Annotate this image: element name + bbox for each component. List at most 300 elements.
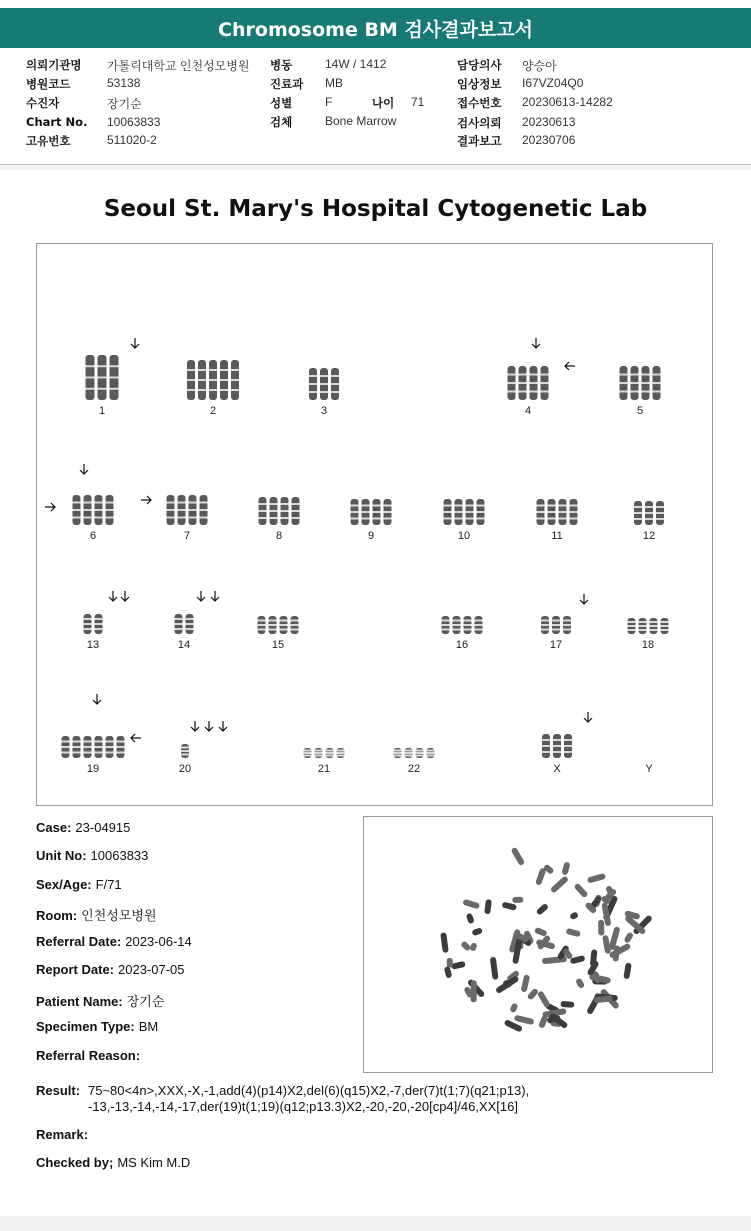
result-label: Result: <box>36 1083 81 1098</box>
chromosome-band <box>62 752 70 754</box>
chromosome-band <box>259 503 267 505</box>
chromosome-band <box>281 503 289 505</box>
chromosome-band <box>181 754 189 756</box>
chromosome-band <box>453 620 461 622</box>
chromosome-band <box>320 383 328 385</box>
specimen-type-label: Specimen Type: <box>36 1019 135 1034</box>
metaphase-chromosome <box>512 897 523 903</box>
chart-value: 10063833 <box>107 115 161 129</box>
chromosome-band <box>258 624 266 626</box>
case-label: Case: <box>36 820 72 835</box>
chromosome-band <box>304 755 312 757</box>
clinical-value: I67VZ04Q0 <box>522 76 584 90</box>
metaphase-chromosome <box>535 867 547 885</box>
specimen-value: Bone Marrow <box>325 114 397 128</box>
chromosome-band <box>62 746 70 748</box>
hospital-value: 가톨릭대학교 인천성모병원 <box>107 59 250 73</box>
chromosome-band <box>167 509 175 511</box>
chromosome-band <box>220 369 228 371</box>
receipt-value: 20230613-14282 <box>522 95 613 109</box>
abnormality-arrow-icon <box>580 594 588 604</box>
chromosome-band <box>508 382 516 384</box>
clinical-label: 임상정보 <box>457 77 502 91</box>
chromosome-band <box>628 621 636 623</box>
report-date-value: 20230706 <box>522 133 576 147</box>
chromosome-band <box>315 752 323 754</box>
chromosome-band <box>98 388 107 390</box>
room-label: Room: <box>36 908 78 923</box>
patient-label: 수진자 <box>26 96 60 110</box>
patient-name-label: Patient Name: <box>36 994 123 1009</box>
metaphase-chromosome <box>460 940 471 951</box>
chromosome-band <box>464 620 472 622</box>
metaphase-chromosome <box>451 961 466 970</box>
chromosome-band <box>181 750 189 752</box>
abnormality-arrow-icon <box>191 721 199 731</box>
chromosome-band <box>291 624 299 626</box>
chromosome-band <box>405 750 413 752</box>
chromosome-band <box>209 389 217 391</box>
chromosome-number-label: Y <box>645 763 653 775</box>
chromosome-band <box>269 624 277 626</box>
chromosome-band <box>95 746 103 748</box>
chromosome-band <box>117 741 125 743</box>
metaphase-chromosome <box>587 873 606 884</box>
metaphase-chromosome <box>623 931 634 943</box>
metaphase-chromosome <box>484 899 492 914</box>
chromosome-band <box>570 505 578 507</box>
patient-value: 장기순 <box>107 97 142 111</box>
chromosome-band <box>653 391 661 393</box>
metaphase-panel <box>363 816 713 1073</box>
hospcode-label: 병원코드 <box>26 77 71 91</box>
chromosome-band <box>442 620 450 622</box>
checked-label: Checked by; <box>36 1155 114 1170</box>
chromosome-band <box>62 741 70 743</box>
chromosome-band <box>73 752 81 754</box>
chromosome-band <box>634 518 642 520</box>
chromosome-band <box>175 618 183 620</box>
chromosome-band <box>620 374 628 376</box>
chromosome-band <box>530 374 538 376</box>
chromosome-band <box>200 517 208 519</box>
chromosome-band <box>642 382 650 384</box>
chromosome-number-label: 4 <box>524 405 532 417</box>
doctor-value: 양승아 <box>522 59 557 73</box>
chromosome-band <box>280 624 288 626</box>
chromosome-band <box>84 509 92 511</box>
chromosome-band <box>620 391 628 393</box>
chromosome-band <box>270 517 278 519</box>
chromosome-band <box>620 382 628 384</box>
chromosome-band <box>259 517 267 519</box>
referral-date-label: Referral Date: <box>36 934 122 949</box>
chromosome-band <box>444 518 452 520</box>
chromosome-band <box>530 382 538 384</box>
metaphase-chromosome <box>447 958 453 968</box>
metaphase-chromosome <box>502 902 517 911</box>
chromosome-band <box>394 755 402 757</box>
chromosome-band <box>477 505 485 507</box>
doctor-label: 담당의사 <box>457 58 502 72</box>
chromosome-band <box>258 620 266 622</box>
chromosome-number-label: 6 <box>89 530 97 542</box>
chromosome-band <box>405 755 413 757</box>
chromosome-band <box>477 518 485 520</box>
chromosome-band <box>326 752 334 754</box>
chromosome-band <box>178 502 186 504</box>
chromosome-band <box>84 618 92 620</box>
chromosome-band <box>541 624 549 626</box>
chromosome-band <box>84 752 92 754</box>
metaphase-chromosome <box>471 980 477 1002</box>
chromosome-band <box>351 518 359 520</box>
chromosome-band <box>427 750 435 752</box>
chromosome-band <box>519 374 527 376</box>
chromosome-band <box>642 374 650 376</box>
chromosome-band <box>466 518 474 520</box>
referral-date-value: 2023-06-14 <box>125 934 192 949</box>
metaphase-chromosome <box>550 875 569 893</box>
hospital-label: 의뢰기관명 <box>26 58 82 72</box>
chromosome-band <box>661 621 669 623</box>
chromosome-band <box>209 379 217 381</box>
chromosome-band <box>106 502 114 504</box>
chromosome-band <box>73 509 81 511</box>
chromosome-number-label: 1 <box>98 405 106 417</box>
chromosome-band <box>405 752 413 754</box>
remark-label: Remark: <box>36 1127 89 1142</box>
chromosome-band <box>631 382 639 384</box>
chromosome-band <box>455 518 463 520</box>
metaphase-chromosome <box>598 920 604 936</box>
chromosome-band <box>351 511 359 513</box>
unit-label: Unit No: <box>36 848 87 863</box>
karyogram-panel <box>36 243 713 806</box>
chromosome-band <box>542 745 550 747</box>
chromosome-band <box>384 511 392 513</box>
metaphase-chromosome <box>623 962 632 979</box>
chromosome-band <box>650 625 658 627</box>
chromosome-band <box>84 517 92 519</box>
chromosome-band <box>84 741 92 743</box>
chromosome-band <box>280 629 288 631</box>
chromosome-band <box>373 518 381 520</box>
chromosome-band <box>315 755 323 757</box>
chromosome-band <box>475 629 483 631</box>
abnormality-arrow-icon <box>565 362 575 370</box>
chromosome-band <box>280 620 288 622</box>
metaphase-chromosome <box>536 903 550 916</box>
chromosome-band <box>110 388 119 390</box>
abnormality-arrow-icon <box>109 591 117 601</box>
chromosome-band <box>541 374 549 376</box>
chromosome-band <box>270 503 278 505</box>
chromosome-band <box>541 620 549 622</box>
chromosome-band <box>656 518 664 520</box>
chromosome-band <box>106 741 114 743</box>
chromosome-number-label: 3 <box>320 405 328 417</box>
room-row <box>36 905 157 924</box>
chromosome-band <box>634 506 642 508</box>
chromosome-band <box>427 752 435 754</box>
chromosome-band <box>444 505 452 507</box>
chromosome-band <box>209 369 217 371</box>
chromosome-band <box>309 391 317 393</box>
chromosome-band <box>186 623 194 625</box>
chromosome-band <box>362 505 370 507</box>
chromosome-number-label: 22 <box>407 763 421 775</box>
sex-value: F <box>325 95 333 109</box>
chromosome-band <box>466 505 474 507</box>
abnormality-arrow-icon <box>197 591 205 601</box>
chromosome-band <box>189 502 197 504</box>
dept-label: 진료과 <box>270 77 304 91</box>
chromosome-band <box>231 369 239 371</box>
chromosome-band <box>559 511 567 513</box>
chromosome-band <box>552 624 560 626</box>
chromosome-band <box>645 518 653 520</box>
metaphase-chromosome <box>561 861 570 875</box>
chromosome-band <box>187 389 195 391</box>
chromosome-band <box>186 628 194 630</box>
chromosome-band <box>362 511 370 513</box>
chromosome-band <box>231 389 239 391</box>
chromosome-band <box>384 505 392 507</box>
chromosome-band <box>84 628 92 630</box>
chromosome-band <box>189 509 197 511</box>
chromosome-number-label: X <box>553 763 561 775</box>
abnormality-arrow-icon <box>131 338 139 348</box>
chromosome-band <box>110 365 119 367</box>
chromosome-band <box>653 382 661 384</box>
patient-name-value: 장기순 <box>126 994 165 1009</box>
chromosome-band <box>175 628 183 630</box>
chromosome-band <box>373 511 381 513</box>
chromosome-band <box>631 391 639 393</box>
chromosome-band <box>548 511 556 513</box>
chromosome-band <box>281 510 289 512</box>
chromosome-band <box>331 391 339 393</box>
chromosome-band <box>106 746 114 748</box>
chromosome-band <box>187 379 195 381</box>
chromosome-band <box>427 755 435 757</box>
abnormality-arrow-icon <box>584 712 592 722</box>
checked-value: MS Kim M.D <box>117 1155 191 1170</box>
chromosome-band <box>95 509 103 511</box>
chromosome-number-label: 5 <box>636 405 644 417</box>
chromosome-number-label: 17 <box>549 639 563 651</box>
chromosome-number-label: 9 <box>367 530 375 542</box>
chromosome-band <box>320 391 328 393</box>
report-date-value-2: 2023-07-05 <box>118 962 185 977</box>
chromosome-band <box>292 517 300 519</box>
chromosome-band <box>552 620 560 622</box>
chromosome-band <box>548 518 556 520</box>
chromosome-band <box>570 518 578 520</box>
chromosome-band <box>198 379 206 381</box>
metaphase-image <box>364 817 712 1072</box>
chromosome-band <box>181 747 189 749</box>
abnormality-arrow-icon <box>93 694 101 704</box>
report-title: Chromosome BM 검사결과보고서 <box>0 8 751 48</box>
referral-date-row <box>36 934 192 949</box>
chromosome-band <box>541 382 549 384</box>
dept-value: MB <box>325 76 343 90</box>
chromosome-band <box>291 620 299 622</box>
chromosome-band <box>187 369 195 371</box>
case-row <box>36 820 130 835</box>
chromosome-band <box>656 506 664 508</box>
chromosome-band <box>167 517 175 519</box>
chromosome-band <box>508 374 516 376</box>
chromosome-number-label: 10 <box>457 530 471 542</box>
chromosome-band <box>200 502 208 504</box>
metaphase-chromosome <box>573 883 588 899</box>
chromosome-band <box>530 391 538 393</box>
chromosome-band <box>475 624 483 626</box>
chromosome-band <box>198 389 206 391</box>
chromosome-band <box>98 365 107 367</box>
chromosome-band <box>537 511 545 513</box>
metaphase-chromosome <box>469 942 478 952</box>
chromosome-band <box>537 505 545 507</box>
metaphase-chromosome <box>509 1002 518 1013</box>
chromosome-band <box>73 517 81 519</box>
metaphase-chromosome <box>527 988 540 1001</box>
chromosome-band <box>73 502 81 504</box>
chromosome-number-label: 7 <box>183 530 191 542</box>
chromosome-band <box>394 752 402 754</box>
chromosome-band <box>453 624 461 626</box>
chromosome-band <box>508 391 516 393</box>
chromosome-number-label: 18 <box>641 639 655 651</box>
chromosome-band <box>84 623 92 625</box>
chromosome-band <box>326 755 334 757</box>
chromosome-band <box>416 755 424 757</box>
chromosome-band <box>548 505 556 507</box>
chromosome-band <box>541 391 549 393</box>
chromosome-band <box>416 752 424 754</box>
abnormality-arrow-icon <box>80 464 88 474</box>
chromosome-number-label: 11 <box>551 530 563 542</box>
chromosome-band <box>86 377 95 379</box>
chromosome-band <box>661 629 669 631</box>
chromosome-band <box>563 629 571 631</box>
chromosome-band <box>464 624 472 626</box>
chromosome-band <box>639 629 647 631</box>
chromosome-band <box>186 618 194 620</box>
chromosome-band <box>453 629 461 631</box>
chromosome-band <box>639 625 647 627</box>
chromosome-band <box>292 510 300 512</box>
specimen-type-row <box>36 1019 158 1034</box>
chromosome-band <box>220 379 228 381</box>
referral-reason-row <box>36 1048 144 1063</box>
chromosome-number-label: 2 <box>209 405 217 417</box>
chromosome-band <box>442 629 450 631</box>
age-value: 71 <box>411 95 425 109</box>
referral-reason-label: Referral Reason: <box>36 1048 141 1063</box>
chromosome-band <box>326 750 334 752</box>
abnormality-arrow-icon <box>211 591 219 601</box>
metaphase-chromosome <box>534 927 548 937</box>
chromosome-band <box>106 517 114 519</box>
metaphase-chromosome <box>511 847 526 866</box>
chromosome-band <box>331 375 339 377</box>
chromosome-band <box>464 629 472 631</box>
metaphase-chromosome <box>569 911 579 920</box>
chromosome-band <box>553 751 561 753</box>
chromosome-band <box>642 391 650 393</box>
chromosome-band <box>106 752 114 754</box>
chromosome-band <box>656 512 664 514</box>
metaphase-chromosome <box>462 899 480 910</box>
chromosome-band <box>564 745 572 747</box>
result-line-2: -13,-13,-14,-14,-17,der(19)t(1;19)(q12;p13.3)X2,-20,-20,-20[cp4]/46,XX[16] <box>88 1099 518 1114</box>
karyogram-image <box>37 244 712 805</box>
chromosome-band <box>542 751 550 753</box>
report-date-label-2: Report Date: <box>36 962 115 977</box>
chromosome-band <box>291 629 299 631</box>
metaphase-chromosome <box>444 966 453 979</box>
sexage-label: Sex/Age: <box>36 877 92 892</box>
hospcode-value: 53138 <box>107 76 141 90</box>
request-label: 검사의뢰 <box>457 116 502 130</box>
specimen-type-value: BM <box>138 1019 159 1034</box>
unit-value: 10063833 <box>90 848 149 863</box>
sexage-row <box>36 877 122 892</box>
abnormality-arrow-icon <box>121 591 129 601</box>
sex-label: 성별 <box>270 96 293 110</box>
chromosome-band <box>563 624 571 626</box>
chromosome-band <box>553 739 561 741</box>
chromosome-band <box>95 752 103 754</box>
chromosome-band <box>351 505 359 507</box>
chromosome-band <box>95 623 103 625</box>
chromosome-number-label: 20 <box>178 763 192 775</box>
chromosome-band <box>258 629 266 631</box>
chromosome-band <box>553 745 561 747</box>
chromosome-number-label: 21 <box>317 763 331 775</box>
chromosome-band <box>416 750 424 752</box>
metaphase-chromosome <box>566 928 581 937</box>
patient-name-row <box>36 991 164 1010</box>
chromosome-band <box>95 741 103 743</box>
abnormality-arrow-icon <box>131 734 141 742</box>
chromosome-band <box>320 375 328 377</box>
chromosome-band <box>650 629 658 631</box>
case-value: 23-04915 <box>75 820 131 835</box>
chromosome-band <box>84 746 92 748</box>
chromosome-band <box>331 383 339 385</box>
remark-row <box>36 1127 92 1142</box>
chromosome-band <box>475 620 483 622</box>
ward-value: 14W / 1412 <box>325 57 387 71</box>
age-label: 나이 <box>372 96 395 110</box>
chromosome-band <box>455 511 463 513</box>
chromosome-number-label: 14 <box>177 639 191 651</box>
chromosome-band <box>628 625 636 627</box>
chromosome-band <box>84 502 92 504</box>
chromosome-band <box>373 505 381 507</box>
chromosome-band <box>281 517 289 519</box>
chromosome-band <box>570 511 578 513</box>
chromosome-band <box>292 503 300 505</box>
chromosome-band <box>106 509 114 511</box>
report-info-header <box>0 48 751 165</box>
metaphase-chromosome <box>466 913 475 925</box>
